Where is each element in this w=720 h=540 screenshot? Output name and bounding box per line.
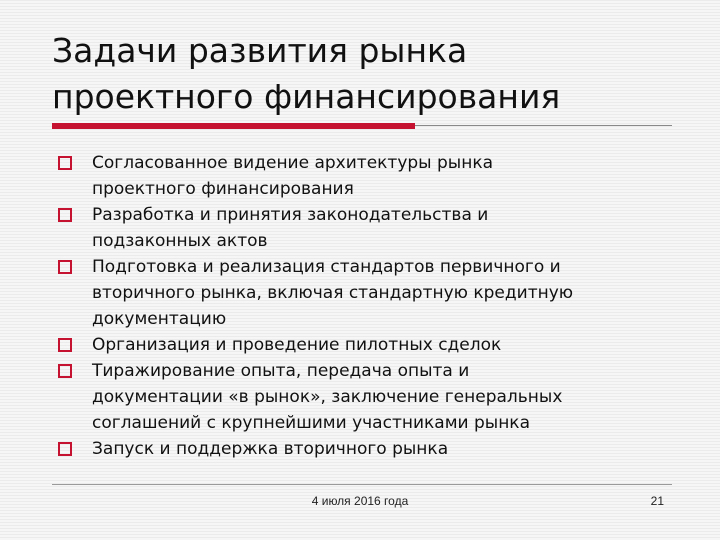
bullet-item	[52, 202, 672, 254]
bullet-text: документацию	[92, 309, 227, 329]
bullet-text: вторичного рынка, включая стандартную кредитную	[92, 283, 574, 303]
footer-divider	[52, 484, 672, 485]
bullet-text: подзаконных актов	[92, 231, 268, 251]
page-number: 21	[650, 494, 664, 508]
bullet-text: соглашений с крупнейшими участниками рынка	[92, 413, 530, 433]
hollow-square-bullet-icon	[58, 260, 72, 274]
hollow-square-bullet-icon	[58, 338, 72, 352]
bullet-item	[52, 254, 672, 332]
hollow-square-bullet-icon	[58, 442, 72, 456]
footer-date: 4 июля 2016 года	[311, 494, 409, 508]
bullet-text: Тиражирование опыта, передача опыта и	[92, 361, 470, 381]
bullet-text: Подготовка и реализация стандартов первичного и	[92, 257, 561, 277]
bullet-text: документации «в рынок», заключение генеральных	[92, 387, 563, 407]
bullet-text: Согласованное видение архитектуры рынка	[92, 153, 494, 173]
bullet-item	[52, 358, 672, 436]
bullet-list	[52, 150, 672, 462]
bullet-text: проектного финансирования	[92, 179, 354, 199]
bullet-item	[52, 332, 672, 358]
slide-title	[52, 28, 672, 120]
bullet-text: Запуск и поддержка вторичного рынка	[92, 439, 449, 459]
bullet-text: Организация и проведение пилотных сделок	[92, 335, 502, 355]
hollow-square-bullet-icon	[58, 364, 72, 378]
bullet-item	[52, 436, 672, 462]
title-accent-bar	[52, 123, 415, 129]
hollow-square-bullet-icon	[58, 156, 72, 170]
title-line-2: проектного финансирования	[52, 77, 561, 116]
bullet-text: Разработка и принятия законодательства и	[92, 205, 489, 225]
bullet-item	[52, 150, 672, 202]
hollow-square-bullet-icon	[58, 208, 72, 222]
title-line-1: Задачи развития рынка	[52, 31, 468, 70]
